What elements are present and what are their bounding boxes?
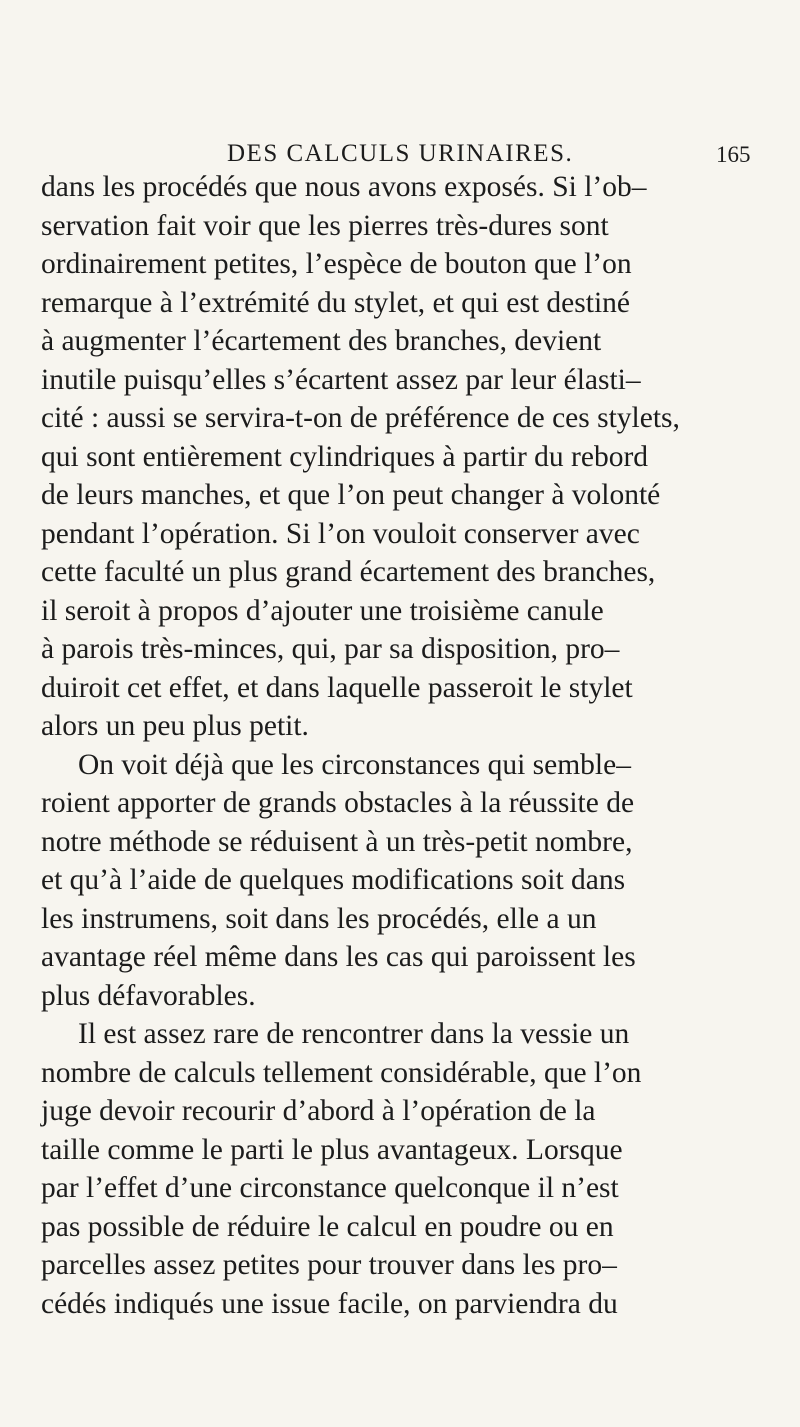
text-line: parcelles assez petites pour trouver dans les pro– (41, 1249, 617, 1281)
text-line: dans les procédés que nous avons exposés. Si l’ob– (41, 171, 647, 203)
text-line: nombre de calculs tellement considérable, que l’on (41, 1057, 642, 1089)
text-line: cédés indiqués une issue facile, on parviendra du (41, 1288, 618, 1320)
text-line: notre méthode se réduisent à un très-petit nombre, (41, 826, 633, 858)
text-line: cité : aussi se servira-t-on de préférence de ces stylets, (41, 402, 680, 434)
text-line: par l’effet d’une circonstance quelconque il n’est (41, 1172, 619, 1204)
text-line: pendant l’opération. Si l’on vouloit conserver avec (41, 518, 640, 550)
text-line: duiroit cet effet, et dans laquelle passeroit le stylet (41, 672, 633, 704)
text-line: remarque à l’extrémité du stylet, et qui est destiné (41, 287, 630, 319)
running-head (0, 140, 800, 170)
text-line: taille comme le parti le plus avantageux. Lorsque (41, 1134, 623, 1166)
running-title: DES CALCULS URINAIRES. (227, 140, 574, 167)
text-line: alors un peu plus petit. (41, 710, 309, 742)
text-line: cette faculté un plus grand écartement des branches, (41, 556, 656, 588)
text-line: et qu’à l’aide de quelques modifications soit dans (41, 864, 626, 896)
text-line: juge devoir recourir d’abord à l’opération de la (41, 1095, 596, 1127)
text-line: inutile puisqu’elles s’écartent assez par leur élasti– (41, 364, 641, 396)
text-line: avantage réel même dans les cas qui paroissent les (41, 941, 636, 973)
text-line: qui sont entièrement cylindriques à partir du rebord (41, 441, 649, 473)
text-line: à parois très-minces, qui, par sa disposition, pro– (41, 633, 620, 665)
text-line: les instrumens, soit dans les procédés, elle a un (41, 903, 597, 935)
text-line: à augmenter l’écartement des branches, devient (41, 325, 602, 357)
text-line: ordinairement petites, l’espèce de bouton que l’on (41, 248, 632, 280)
text-line: Il est assez rare de rencontrer dans la vessie un (78, 1018, 630, 1050)
text-line: On voit déjà que les circonstances qui semble– (78, 749, 631, 781)
page-number: 165 (716, 142, 751, 167)
text-line: plus défavorables. (41, 980, 256, 1012)
text-line: pas possible de réduire le calcul en poudre ou en (41, 1211, 614, 1243)
text-line: de leurs manches, et que l’on peut changer à volonté (41, 479, 661, 511)
text-line: servation fait voir que les pierres très-dures sont (41, 210, 609, 242)
text-line: il seroit à propos d’ajouter une troisième canule (41, 595, 604, 627)
text-line: roient apporter de grands obstacles à la réussite de (41, 787, 635, 819)
